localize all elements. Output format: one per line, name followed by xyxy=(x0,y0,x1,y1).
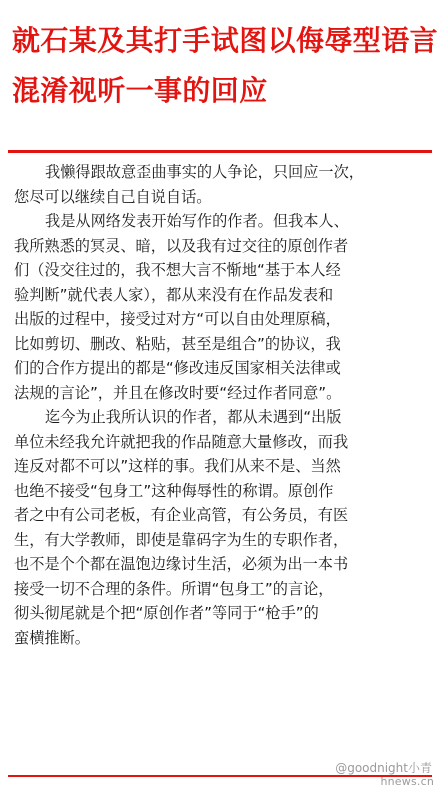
text-line: 我是从网络发表开始写作的作者。但我本人、 xyxy=(45,212,349,230)
footer-divider xyxy=(8,775,432,777)
text-line: 也不是个个都在温饱边缘讨生活，必须为出一本书 xyxy=(14,555,349,573)
text-line: 法规的言论”，并且在修改时要“经过作者同意”。 xyxy=(14,383,342,402)
article-body xyxy=(14,160,432,650)
paragraph-2 xyxy=(14,209,432,405)
headline-divider xyxy=(8,150,432,153)
text-line: 也绝不接受“包身工”这种侮辱性的称谓。原创作 xyxy=(14,481,334,500)
weibo-handle: @goodnight小青 xyxy=(335,761,432,775)
text-line: 者之中有公司老板，有企业高管，有公务员，有医 xyxy=(14,506,349,524)
site-watermark: hnews.cn xyxy=(380,775,434,788)
weibo-watermark xyxy=(335,759,432,776)
text-line: 连反对都不可以”这样的事。我们从来不是、当然 xyxy=(14,457,341,475)
text-line: 验判断”就代表人家），都从来没有在作品发表和 xyxy=(14,285,334,304)
text-line: 我懒得跟故意歪曲事实的人争论，只回应一次， xyxy=(45,163,364,181)
text-line: 们（没交往过的，我不想大言不惭地“基于本人经 xyxy=(14,261,341,279)
text-line: 单位未经我允许就把我的作品随意大量修改，而我 xyxy=(14,432,349,451)
text-line: 迄今为止我所认识的作者，都从未遇到“出版 xyxy=(45,408,342,426)
headline-line-2: 混淆视听一事的回应 xyxy=(12,74,268,107)
headline-line-1: 就石某及其打手试图以侮辱型语言 xyxy=(12,24,439,57)
text-line: 彻头彻尾就是个把“原创作者”等同于“枪手”的 xyxy=(14,604,319,622)
paragraph-1 xyxy=(14,160,432,209)
text-line: 蛮横推断。 xyxy=(14,628,90,647)
text-line: 生，有大学教师，即使是靠码字为生的专职作者， xyxy=(14,530,349,549)
text-line: 我所熟悉的冥灵、暗，以及我有过交往的原创作者 xyxy=(14,236,349,255)
text-line: 们的合作方提出的都是“修改违反国家相关法律或 xyxy=(14,359,341,377)
text-line: 接受一切不合理的条件。所谓“包身工”的言论， xyxy=(14,579,334,598)
text-line: 比如剪切、删改、粘贴，甚至是组合”的协议，我 xyxy=(14,334,341,353)
text-line: 出版的过程中，接受过对方“可以自由处理原稿， xyxy=(14,310,341,328)
paragraph-3 xyxy=(14,405,432,650)
text-line: 您尽可以继续自己自说自话。 xyxy=(14,187,212,206)
headline xyxy=(12,16,439,116)
